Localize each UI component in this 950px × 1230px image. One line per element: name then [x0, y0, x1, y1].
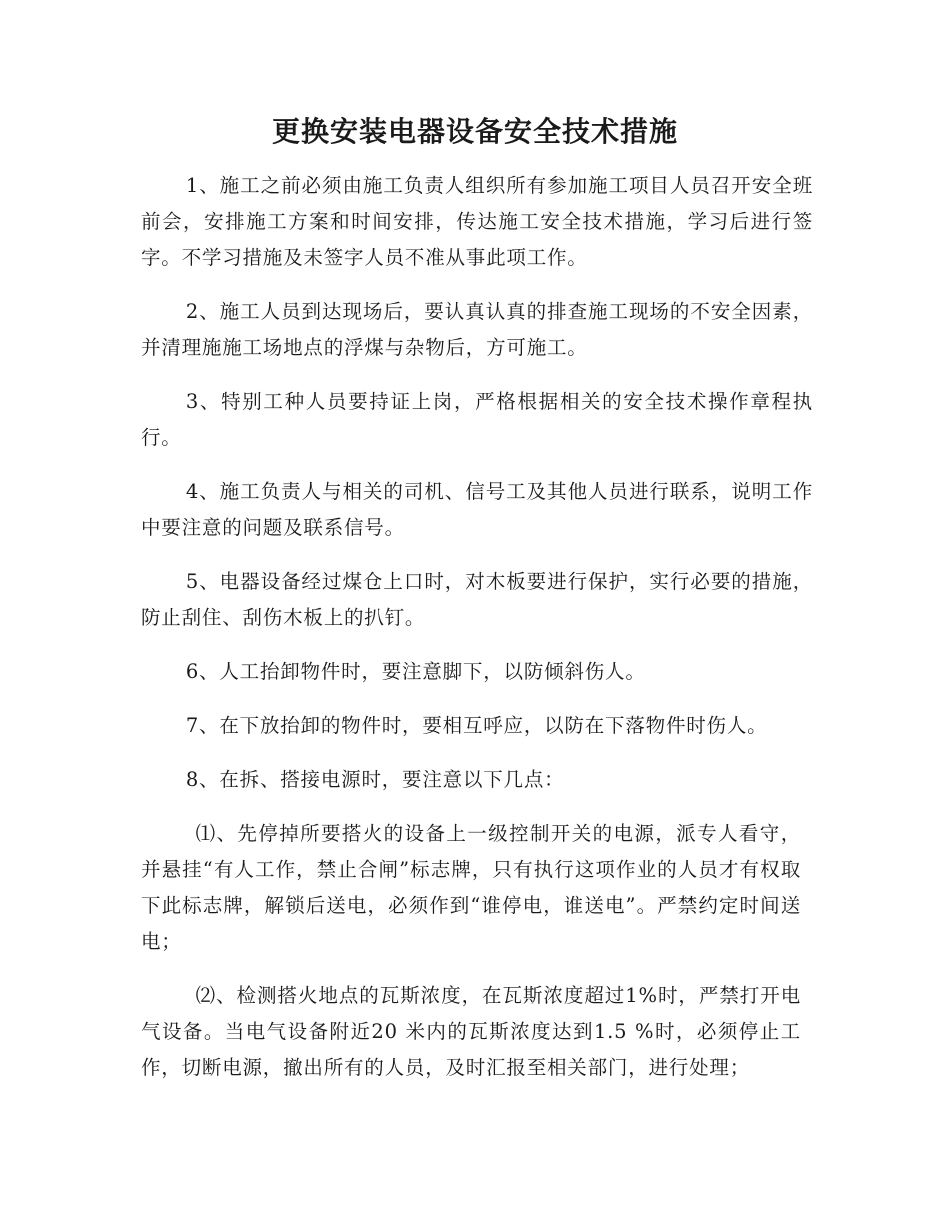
- paragraph-4: 4、施工负责人与相关的司机、信号工及其他人员进行联系，说明工作中要注意的问题及联系信号。: [141, 480, 813, 539]
- paragraph-3: 3、特别工种人员要持证上岗，严格根据相关的安全技术操作章程执行。: [141, 390, 813, 449]
- paragraph-8: 8、在拆、搭接电源时，要注意以下几点：: [185, 768, 565, 791]
- paragraph-1: 1、施工之前必须由施工负责人组织所有参加施工项目人员召开安全班前会，安排施工方案和时间安排，传达施工安全技术措施，学习后进行签字。不学习措施及未签字人员不准从事此项工作。: [141, 174, 813, 269]
- sub-item-2: ⑵、检测搭火地点的瓦斯浓度，在瓦斯浓度超过1%时，严禁打开电气设备。当电气设备附近20 米内的瓦斯浓度达到1.5 %时，必须停止工作，切断电源，撤出所有的人员，及时汇报至相关部门，进行处理；: [141, 984, 801, 1079]
- paragraph-7: 7、在下放抬卸的物件时，要相互呼应，以防在下落物件时伤人。: [185, 714, 768, 737]
- sub-item-1: ⑴、先停掉所要搭火的设备上一级控制开关的电源，派专人看守，并悬挂“有人工作，禁止合闸”标志牌，只有执行这项作业的人员才有权取下此标志牌，解锁后送电，必须作到“谁停电，谁送电”。严禁约定时间送电；: [141, 822, 801, 953]
- paragraph-5: 5、电器设备经过煤仓上口时，对木板要进行保护，实行必要的措施，防止刮住、刮伤木板上的扒钉。: [141, 570, 813, 629]
- document-title: 更换安装电器设备安全技术措施: [271, 115, 678, 148]
- paragraph-6: 6、人工抬卸物件时，要注意脚下，以防倾斜伤人。: [185, 660, 646, 683]
- document-body: [141, 168, 813, 1104]
- paragraph-2: 2、施工人员到达现场后，要认真认真的排查施工现场的不安全因素，并清理施施工场地点的浮煤与杂物后，方可施工。: [141, 300, 813, 359]
